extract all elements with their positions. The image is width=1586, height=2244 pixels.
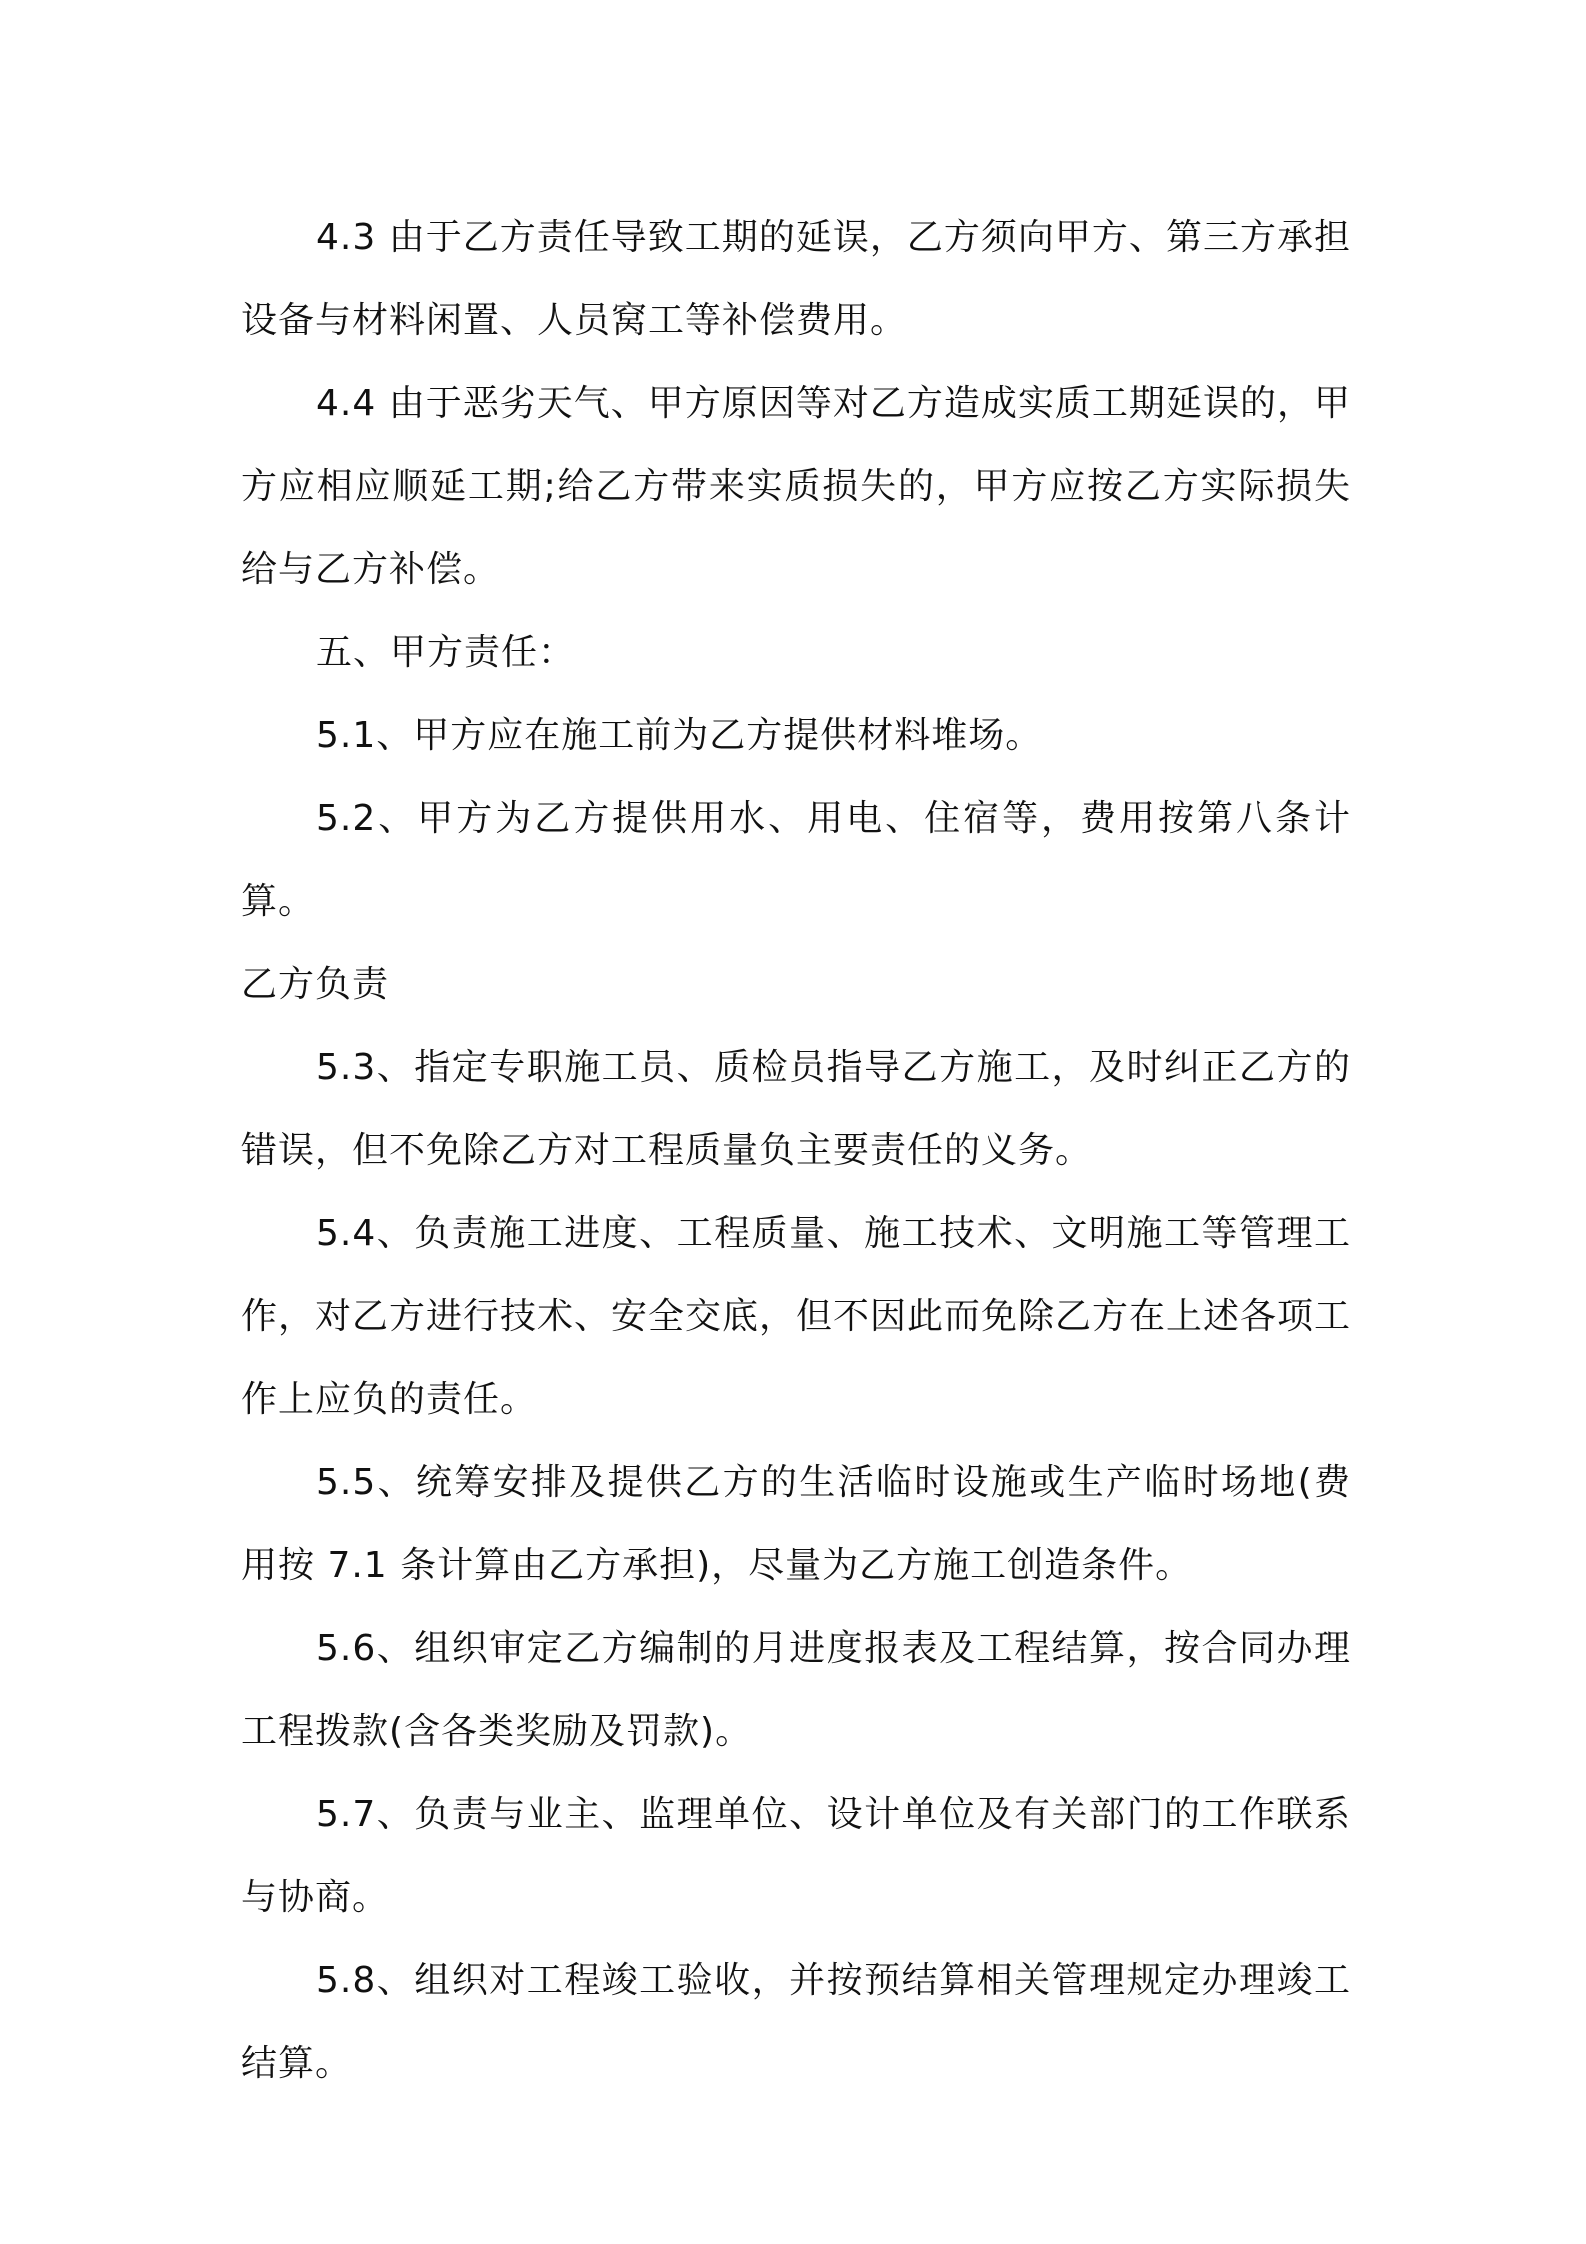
- clause-5-2: 5.2、甲方为乙方提供用水、用电、住宿等，费用按第八条计算。: [241, 798, 1351, 922]
- section-heading-party-a-responsibilities: 五、甲方责任：: [316, 632, 576, 673]
- document-body: [241, 196, 1351, 2105]
- clause-5-2-continuation: 乙方负责: [241, 964, 390, 1005]
- clause-5-4: 5.4、负责施工进度、工程质量、施工技术、文明施工等管理工作，对乙方进行技术、安全交底，但不因此而免除乙方在上述各项工作上应负的责任。: [241, 1213, 1352, 1420]
- clause-5-8: 5.8、组织对工程竣工验收，并按预结算相关管理规定办理竣工结算。: [241, 1960, 1351, 2084]
- clause-5-6: 5.6、组织审定乙方编制的月进度报表及工程结算，按合同办理工程拨款(含各类奖励及罚款)。: [241, 1628, 1351, 1752]
- clause-5-5: 5.5、统筹安排及提供乙方的生活临时设施或生产临时场地(费用按 7.1 条计算由乙方承担)，尽量为乙方施工创造条件。: [241, 1462, 1351, 1586]
- clause-5-1: 5.1、甲方应在施工前为乙方提供材料堆场。: [316, 715, 1043, 756]
- clause-5-7: 5.7、负责与业主、监理单位、设计单位及有关部门的工作联系与协商。: [241, 1794, 1351, 1918]
- clause-4-3: 4.3 由于乙方责任导致工期的延误，乙方须向甲方、第三方承担设备与材料闲置、人员窝工等补偿费用。: [241, 217, 1351, 341]
- clause-5-3: 5.3、指定专职施工员、质检员指导乙方施工，及时纠正乙方的错误，但不免除乙方对工程质量负主要责任的义务。: [241, 1047, 1351, 1171]
- clause-4-4: 4.4 由于恶劣天气、甲方原因等对乙方造成实质工期延误的，甲方应相应顺延工期;给乙方带来实质损失的，甲方应按乙方实际损失给与乙方补偿。: [241, 383, 1351, 590]
